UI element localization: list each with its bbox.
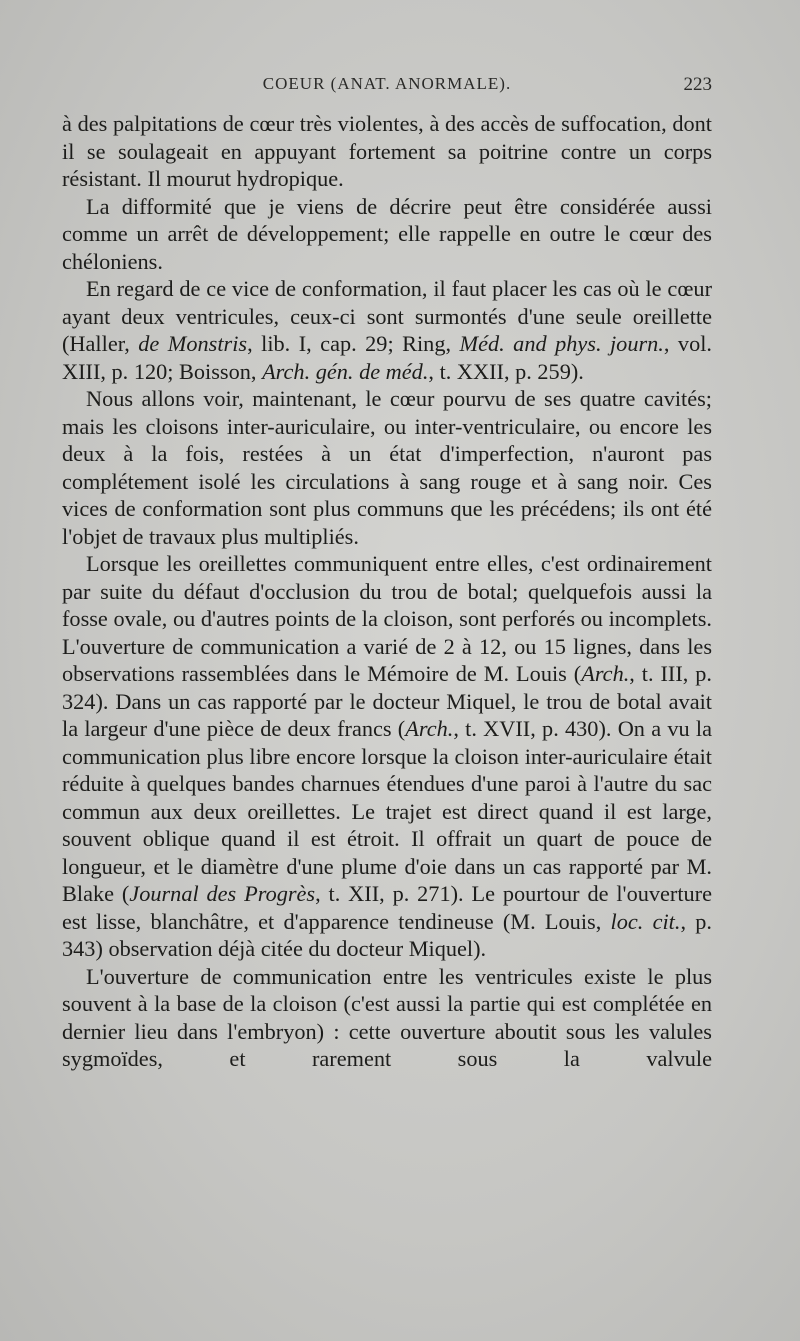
text-run: , t. XVII, p. 430). On a vu la communication plus libre encore lorsque la cloison inter-auriculaire était réduite à quelques bandes charnues étendues d'une paroi à l'autre du sac commun aux deux oreillettes. Le trajet est direct quand il est large, souvent oblique quand il est étroit. Il offrait un quart de pouce de longueur, et le diamètre d'une plume d'oie dans un cas rapporté par M. Blake ( xyxy=(62,716,712,906)
text-run: La difformité que je viens de décrire peut être considérée aussi comme un arrêt de développement; elle rappelle en outre le cœur des chéloniens. xyxy=(62,193,712,274)
text-run: , vol. XIII, p. 120; Boisson, xyxy=(62,331,712,384)
italic-reference: Méd. and phys. journ. xyxy=(459,331,664,356)
text-run: , lib. I, cap. 29; Ring, xyxy=(247,331,460,356)
page-number: 223 xyxy=(683,74,712,95)
italic-reference: Arch. xyxy=(405,716,454,741)
running-head xyxy=(62,74,712,100)
paragraph xyxy=(62,193,712,276)
italic-reference: de Monstris xyxy=(138,331,248,356)
paragraph xyxy=(62,110,712,193)
text-run: , t. XII, p. 271). Le pourtour de l'ouverture est lisse, blanchâtre, et d'apparence tendineuse (M. Louis, xyxy=(62,881,713,934)
paragraph xyxy=(62,275,712,385)
italic-reference: Arch. gén. de méd. xyxy=(262,358,429,384)
paragraph xyxy=(62,385,712,550)
body-text xyxy=(62,110,712,1073)
paragraph xyxy=(62,963,712,1073)
italic-reference: Arch. xyxy=(581,661,630,686)
text-run: , t. III, p. 324). Dans un cas rapporté par le docteur Miquel, le trou de botal avait la largeur d'une pièce de deux francs ( xyxy=(62,661,712,741)
text-run: En regard de ce vice de conformation, il faut placer les cas où le cœur ayant deux ventricules, ceux-ci sont surmontés d'une seule oreillette (Haller, xyxy=(62,276,712,356)
paragraph xyxy=(62,550,712,963)
italic-reference: loc. cit. xyxy=(610,908,681,934)
running-title: COEUR (ANAT. ANORMALE). xyxy=(262,74,512,93)
text-run: Nous allons voir, maintenant, le cœur pourvu de ses quatre cavités; mais les cloisons inter-auriculaire, ou inter-ventriculaire, ou encore les deux à la fois, restées à un état d'imperfection, n'auront pas complétement isolé les circulations à sang rouge et à sang noir. Ces vices de conformation sont plus communs que les précédens; ils ont été l'objet de travaux plus multipliés. xyxy=(62,386,712,549)
text-run: , p. 343) observation déjà citée du docteur Miquel). xyxy=(62,908,712,961)
text-run: Lorsque les oreillettes communiquent entre elles, c'est ordinairement par suite du défaut d'occlusion du trou de botal; quelquefois aussi la fosse ovale, ou d'autres points de la cloison, sont perforés ou incomplets. L'ouverture de communication a varié de 2 à 12, ou 15 lignes, dans les observations rassemblées dans le Mémoire de M. Louis ( xyxy=(62,551,712,686)
text-run: L'ouverture de communication entre les ventricules existe le plus souvent à la base de la cloison (c'est aussi la partie qui est complétée en dernier lieu dans l'embryon) : cette ouverture aboutit sous les valules sygmoïdes, et rarement sous la valvule xyxy=(62,963,712,1071)
text-run: à des palpitations de cœur très violentes, à des accès de suffocation, dont il se soulageait en appuyant fortement sa poitrine contre un corps résistant. Il mourut hydropique. xyxy=(62,111,712,191)
italic-reference: Journal des Progrès xyxy=(129,881,316,906)
text-run: , t. XXII, p. 259). xyxy=(428,358,584,384)
